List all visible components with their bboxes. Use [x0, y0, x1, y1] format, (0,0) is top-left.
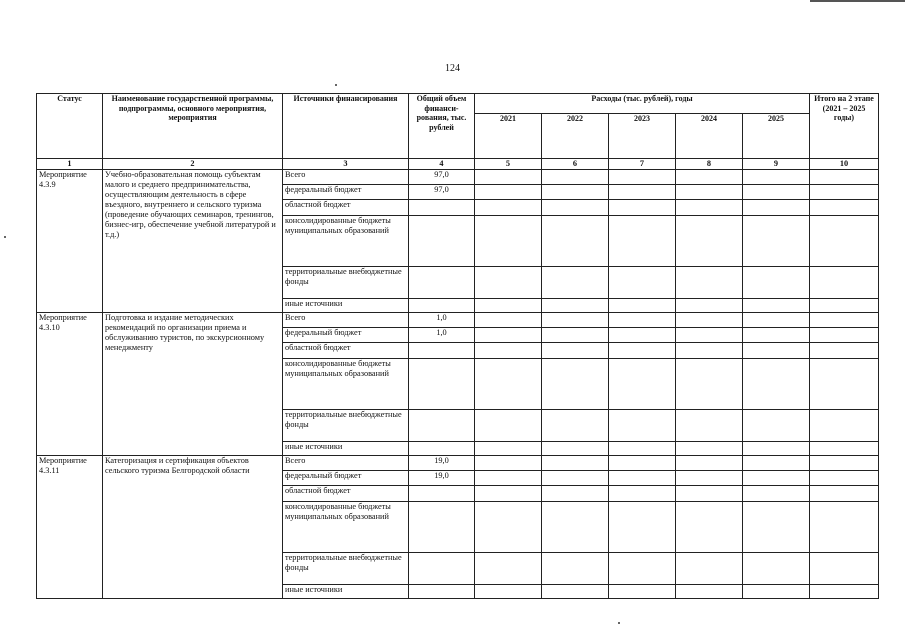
year-amount-cell: [542, 410, 609, 442]
stage-total-cell: [810, 299, 879, 313]
year-amount-cell: [743, 216, 810, 267]
column-number: 8: [676, 159, 743, 170]
total-amount: [409, 553, 475, 585]
funding-source: территориальные внебюджетные фонды: [283, 410, 409, 442]
year-amount-cell: [743, 170, 810, 185]
total-amount: 1,0: [409, 313, 475, 328]
year-amount-cell: [676, 170, 743, 185]
total-amount: 97,0: [409, 185, 475, 200]
stage-total-cell: [810, 267, 879, 299]
total-amount: [409, 267, 475, 299]
header-total: Общий объем финанси-рования, тыс. рублей: [409, 94, 475, 159]
year-amount-cell: [609, 553, 676, 585]
year-amount-cell: [676, 343, 743, 359]
funding-source: территориальные внебюджетные фонды: [283, 553, 409, 585]
activity-status: Мероприятие 4.3.10: [37, 313, 103, 456]
year-amount-cell: [475, 216, 542, 267]
year-amount-cell: [475, 359, 542, 410]
header-name: Наименование государственной программы, подпрограммы, основного мероприятия, мероприятия: [103, 94, 283, 159]
year-amount-cell: [743, 502, 810, 553]
year-amount-cell: [609, 313, 676, 328]
year-amount-cell: [475, 442, 542, 456]
year-amount-cell: [609, 170, 676, 185]
year-amount-cell: [743, 585, 810, 599]
column-number: 1: [37, 159, 103, 170]
total-amount: 19,0: [409, 471, 475, 486]
total-amount: [409, 343, 475, 359]
funding-source: консолидированные бюджеты муниципальных образований: [283, 359, 409, 410]
column-number: 5: [475, 159, 542, 170]
stage-total-cell: [810, 486, 879, 502]
year-amount-cell: [676, 359, 743, 410]
year-amount-cell: [475, 502, 542, 553]
header-year: 2023: [609, 114, 676, 159]
activity-status: Мероприятие 4.3.9: [37, 170, 103, 313]
year-amount-cell: [609, 216, 676, 267]
year-amount-cell: [475, 185, 542, 200]
funding-source: областной бюджет: [283, 200, 409, 216]
stage-total-cell: [810, 585, 879, 599]
year-amount-cell: [609, 200, 676, 216]
year-amount-cell: [609, 456, 676, 471]
year-amount-cell: [609, 410, 676, 442]
year-amount-cell: [475, 200, 542, 216]
header-stage-total: Итого на 2 этапе (2021 – 2025 годы): [810, 94, 879, 159]
funding-source: консолидированные бюджеты муниципальных образований: [283, 216, 409, 267]
total-amount: 19,0: [409, 456, 475, 471]
scan-speck: [618, 622, 620, 624]
year-amount-cell: [676, 267, 743, 299]
year-amount-cell: [743, 359, 810, 410]
year-amount-cell: [542, 442, 609, 456]
stage-total-cell: [810, 313, 879, 328]
stage-total-cell: [810, 410, 879, 442]
year-amount-cell: [676, 216, 743, 267]
year-amount-cell: [609, 185, 676, 200]
funding-source: иные источники: [283, 299, 409, 313]
year-amount-cell: [475, 585, 542, 599]
year-amount-cell: [609, 299, 676, 313]
year-amount-cell: [609, 442, 676, 456]
funding-source: иные источники: [283, 585, 409, 599]
year-amount-cell: [542, 216, 609, 267]
total-amount: 1,0: [409, 328, 475, 343]
year-amount-cell: [475, 299, 542, 313]
column-number: 6: [542, 159, 609, 170]
column-number: 10: [810, 159, 879, 170]
total-amount: [409, 216, 475, 267]
column-number: 2: [103, 159, 283, 170]
year-amount-cell: [609, 585, 676, 599]
year-amount-cell: [542, 471, 609, 486]
year-amount-cell: [743, 553, 810, 585]
funding-source: территориальные внебюджетные фонды: [283, 267, 409, 299]
year-amount-cell: [542, 359, 609, 410]
column-number: 9: [743, 159, 810, 170]
year-amount-cell: [743, 200, 810, 216]
year-amount-cell: [542, 585, 609, 599]
header-year: 2022: [542, 114, 609, 159]
funding-source: иные источники: [283, 442, 409, 456]
year-amount-cell: [676, 585, 743, 599]
header-year: 2021: [475, 114, 542, 159]
year-amount-cell: [475, 471, 542, 486]
year-amount-cell: [743, 343, 810, 359]
scan-speck: [335, 84, 337, 86]
year-amount-cell: [542, 328, 609, 343]
total-amount: [409, 410, 475, 442]
year-amount-cell: [542, 313, 609, 328]
column-number: 4: [409, 159, 475, 170]
table-row: [37, 456, 879, 471]
activity-status: Мероприятие 4.3.11: [37, 456, 103, 599]
table-row: [37, 170, 879, 185]
year-amount-cell: [609, 502, 676, 553]
header-year: 2024: [676, 114, 743, 159]
stage-total-cell: [810, 359, 879, 410]
funding-source: областной бюджет: [283, 486, 409, 502]
column-number: 7: [609, 159, 676, 170]
year-amount-cell: [676, 456, 743, 471]
year-amount-cell: [743, 471, 810, 486]
stage-total-cell: [810, 216, 879, 267]
funding-source: федеральный бюджет: [283, 185, 409, 200]
total-amount: [409, 200, 475, 216]
stage-total-cell: [810, 328, 879, 343]
year-amount-cell: [475, 456, 542, 471]
stage-total-cell: [810, 456, 879, 471]
year-amount-cell: [676, 185, 743, 200]
year-amount-cell: [676, 410, 743, 442]
year-amount-cell: [609, 343, 676, 359]
year-amount-cell: [743, 456, 810, 471]
year-amount-cell: [542, 185, 609, 200]
year-amount-cell: [542, 343, 609, 359]
stage-total-cell: [810, 442, 879, 456]
total-amount: [409, 442, 475, 456]
year-amount-cell: [676, 553, 743, 585]
header-year: 2025: [743, 114, 810, 159]
year-amount-cell: [743, 328, 810, 343]
year-amount-cell: [475, 486, 542, 502]
scan-speck: [4, 236, 6, 238]
year-amount-cell: [676, 299, 743, 313]
year-amount-cell: [743, 299, 810, 313]
year-amount-cell: [475, 328, 542, 343]
total-amount: [409, 486, 475, 502]
year-amount-cell: [542, 502, 609, 553]
header-status: Статус: [37, 94, 103, 159]
year-amount-cell: [676, 200, 743, 216]
funding-source: Всего: [283, 170, 409, 185]
funding-source: федеральный бюджет: [283, 471, 409, 486]
activity-name: Категоризация и сертификация объектов сельского туризма Белгородской области: [103, 456, 283, 599]
stage-total-cell: [810, 185, 879, 200]
activity-name: Подготовка и издание методических рекомендаций по организации приема и обслуживанию туристов, по экскурсионному менеджменту: [103, 313, 283, 456]
year-amount-cell: [743, 185, 810, 200]
year-amount-cell: [676, 471, 743, 486]
stage-total-cell: [810, 343, 879, 359]
total-amount: 97,0: [409, 170, 475, 185]
year-amount-cell: [542, 299, 609, 313]
stage-total-cell: [810, 170, 879, 185]
year-amount-cell: [542, 200, 609, 216]
header-expenses: Расходы (тыс. рублей), годы: [475, 94, 810, 114]
funding-source: федеральный бюджет: [283, 328, 409, 343]
table-row: [37, 313, 879, 328]
total-amount: [409, 585, 475, 599]
year-amount-cell: [475, 267, 542, 299]
stage-total-cell: [810, 200, 879, 216]
total-amount: [409, 359, 475, 410]
year-amount-cell: [676, 328, 743, 343]
year-amount-cell: [609, 471, 676, 486]
activity-name: Учебно-образовательная помощь субъектам малого и среднего предпринимательства, осуществляющим деятельность в сфере въездного, внутреннего и сельского туризма (проведение обучающих семинаров, тренингов, бизнес-игр, обеспечение учебной литературой и т.д.): [103, 170, 283, 313]
year-amount-cell: [475, 553, 542, 585]
year-amount-cell: [676, 442, 743, 456]
column-number: 3: [283, 159, 409, 170]
year-amount-cell: [475, 170, 542, 185]
year-amount-cell: [743, 313, 810, 328]
year-amount-cell: [743, 410, 810, 442]
funding-source: Всего: [283, 456, 409, 471]
year-amount-cell: [676, 313, 743, 328]
year-amount-cell: [743, 442, 810, 456]
year-amount-cell: [542, 553, 609, 585]
year-amount-cell: [475, 410, 542, 442]
year-amount-cell: [475, 343, 542, 359]
year-amount-cell: [542, 486, 609, 502]
year-amount-cell: [676, 486, 743, 502]
financing-table: [36, 93, 879, 599]
year-amount-cell: [676, 502, 743, 553]
year-amount-cell: [609, 267, 676, 299]
year-amount-cell: [609, 486, 676, 502]
funding-source: консолидированные бюджеты муниципальных образований: [283, 502, 409, 553]
scan-edge-rule: [810, 0, 905, 2]
year-amount-cell: [542, 456, 609, 471]
header-sources: Источники финансирования: [283, 94, 409, 159]
total-amount: [409, 502, 475, 553]
page-number: 124: [445, 63, 460, 74]
funding-source: Всего: [283, 313, 409, 328]
year-amount-cell: [743, 267, 810, 299]
year-amount-cell: [542, 170, 609, 185]
year-amount-cell: [475, 313, 542, 328]
stage-total-cell: [810, 553, 879, 585]
total-amount: [409, 299, 475, 313]
year-amount-cell: [609, 359, 676, 410]
funding-source: областной бюджет: [283, 343, 409, 359]
stage-total-cell: [810, 502, 879, 553]
year-amount-cell: [609, 328, 676, 343]
year-amount-cell: [743, 486, 810, 502]
year-amount-cell: [542, 267, 609, 299]
stage-total-cell: [810, 471, 879, 486]
